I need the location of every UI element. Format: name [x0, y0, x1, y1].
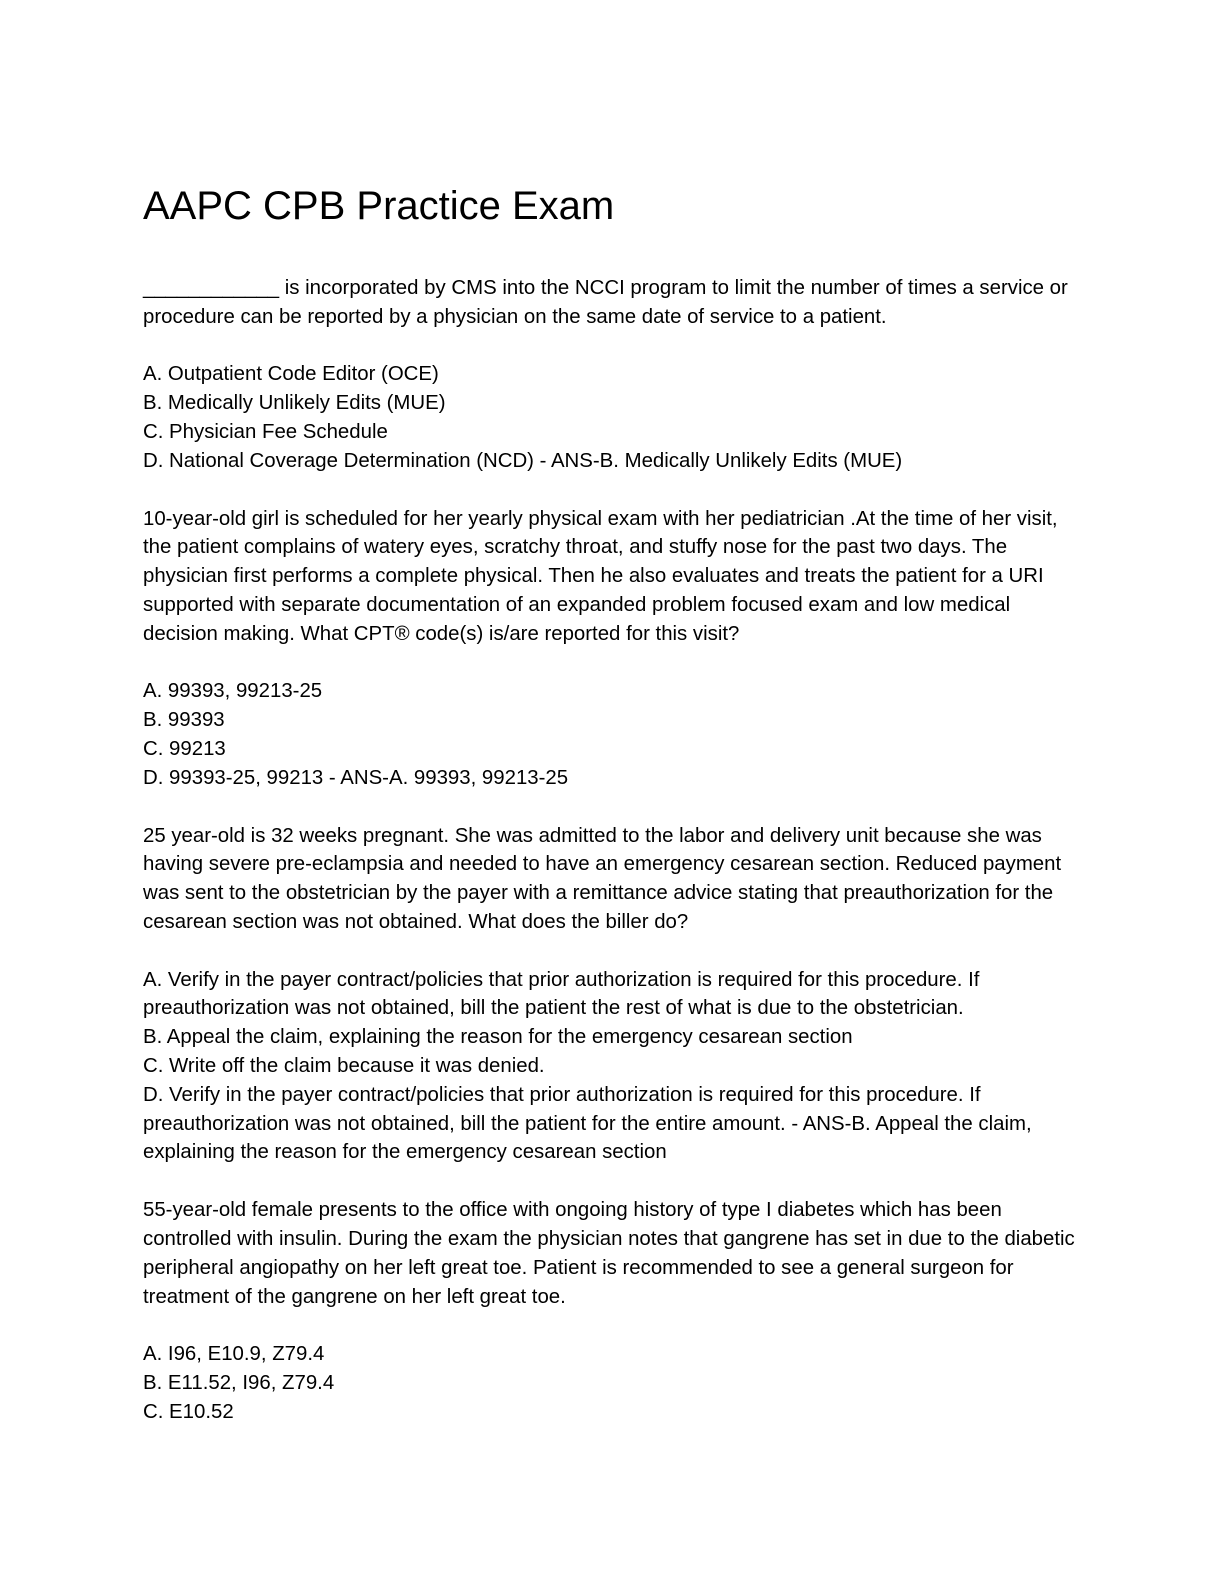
answer-options — [143, 966, 1083, 1168]
answer-option: D. 99393-25, 99213 - ANS-A. 99393, 99213-25 — [143, 766, 569, 789]
answer-option: D. Verify in the payer contract/policies that prior authorization is required for this procedure. If preauthorization was not obtained, bill the patient for the entire amount. - ANS-B. Appeal the claim, explaining the reason for the emergency cesarean section — [143, 1083, 1032, 1164]
answer-option: D. National Coverage Determination (NCD) - ANS-B. Medically Unlikely Edits (MUE) — [143, 449, 903, 472]
question-2 — [143, 505, 1083, 793]
question-stem: 10-year-old girl is scheduled for her yearly physical exam with her pediatrician .At the time of her visit, the patient complains of watery eyes, scratchy throat, and stuffy nose for the past two days. The physician first performs a complete physical. Then he also evaluates and treats the patient for a URI supported with separate documentation of an expanded problem focused exam and low medical decision making. What CPT® code(s) is/are reported for this visit? — [143, 507, 1058, 645]
answer-option: B. Appeal the claim, explaining the reason for the emergency cesarean section — [143, 1026, 853, 1049]
question-3 — [143, 822, 1083, 1168]
answer-options — [143, 1340, 1083, 1426]
answer-option: C. Write off the claim because it was denied. — [143, 1054, 545, 1077]
answer-option: A. I96, E10.9, Z79.4 — [143, 1343, 325, 1366]
answer-option: B. 99393 — [143, 709, 225, 732]
answer-option: A. 99393, 99213-25 — [143, 680, 323, 703]
answer-options — [143, 677, 1083, 792]
question-stem: ____________ is incorporated by CMS into the NCCI program to limit the number of times a service or procedure can be reported by a physician on the same date of service to a patient. — [143, 277, 1068, 328]
answer-option: C. 99213 — [143, 737, 226, 760]
question-1 — [143, 274, 1083, 476]
answer-option: A. Verify in the payer contract/policies that prior authorization is required for this procedure. If preauthorization was not obtained, bill the patient the rest of what is due to the obstetrician. — [143, 968, 980, 1020]
answer-options — [143, 360, 1083, 475]
question-4 — [143, 1196, 1083, 1426]
question-stem: 25 year-old is 32 weeks pregnant. She was admitted to the labor and delivery unit because she was having severe pre-eclampsia and needed to have an emergency cesarean section. Reduced payment was sent to the obstetrician by the payer with a remittance advice stating that preauthorization for the cesarean section was not obtained. What does the biller do? — [143, 824, 1062, 933]
answer-option: B. E11.52, I96, Z79.4 — [143, 1371, 335, 1394]
answer-option: A. Outpatient Code Editor (OCE) — [143, 363, 439, 386]
question-stem: 55-year-old female presents to the office with ongoing history of type I diabetes which has been controlled with insulin. During the exam the physician notes that gangrene has set in due to the diabetic peripheral angiopathy on her left great toe. Patient is recommended to see a general surgeon for treatment of the gangrene on her left great toe. — [143, 1199, 1075, 1308]
answer-option: C. E10.52 — [143, 1400, 234, 1423]
answer-option: C. Physician Fee Schedule — [143, 420, 388, 443]
document-title: AAPC CPB Practice Exam — [143, 184, 615, 228]
answer-option: B. Medically Unlikely Edits (MUE) — [143, 392, 446, 415]
document-page — [143, 180, 1083, 1455]
